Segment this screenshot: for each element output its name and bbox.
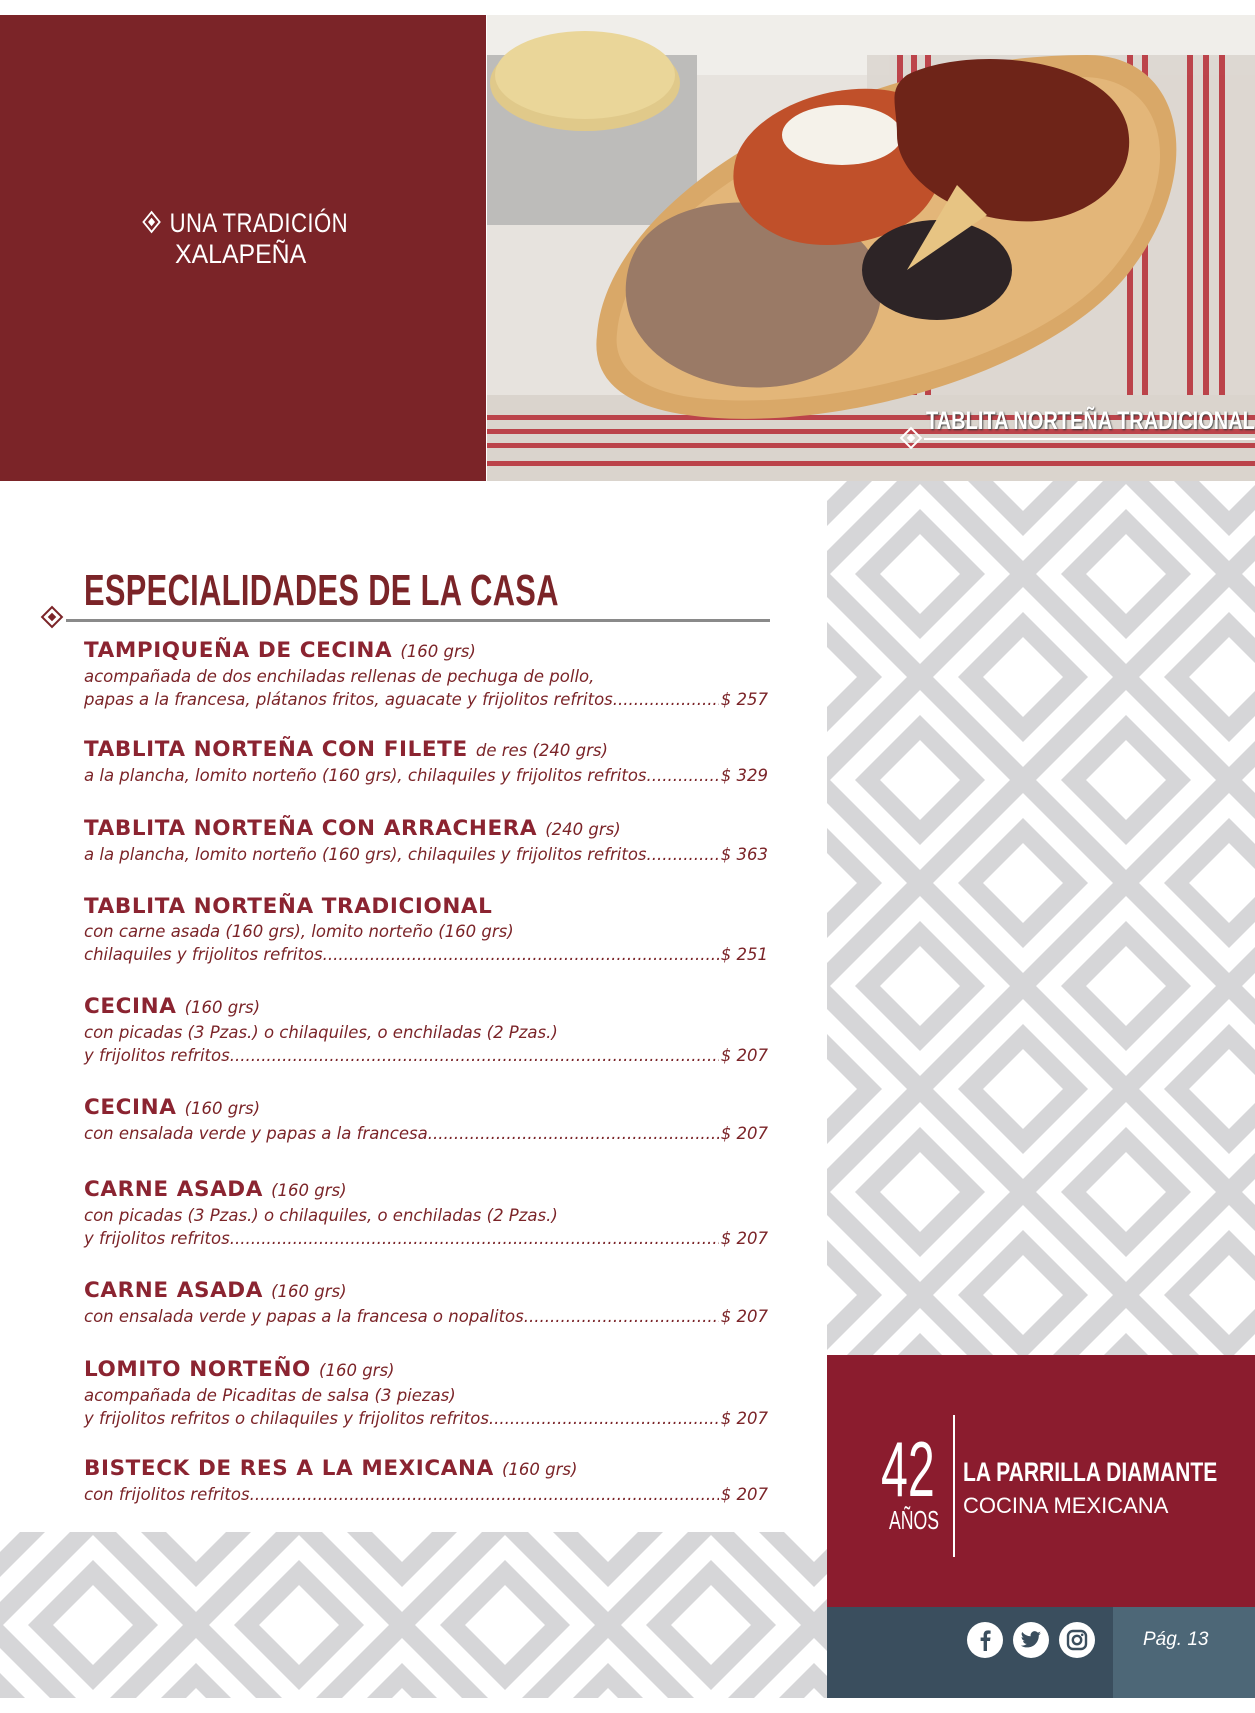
menu-item-title [84,893,768,920]
menu-item-title [84,815,768,843]
menu-item-price-line [84,1305,768,1328]
twitter-icon[interactable] [1013,1622,1049,1658]
dot-leader [230,1227,719,1250]
menu-item-name: CECINA [84,1095,177,1120]
dot-leader [489,1407,719,1430]
menu-item-portion: (240 grs) [545,820,621,839]
menu-item-title [84,736,768,764]
decorative-pattern-bottom [0,1532,827,1698]
menu-item-price-line [84,1227,768,1250]
menu-item-name: BISTECK DE RES A LA MEXICANA [84,1456,494,1481]
menu-item-description: acompañada de dos enchiladas rellenas de pechuga de pollo, [84,667,595,686]
menu-item-price: $ 329 [720,766,768,785]
menu-item-description: a la plancha, lomito norteño (160 grs), chilaquiles y frijolitos refritos [84,766,647,785]
menu-item-name: TABLITA NORTEÑA CON ARRACHERA [84,816,538,841]
dot-leader [647,764,719,787]
menu-item-portion: (160 grs) [184,998,261,1017]
anniversary-years: 42 [881,1425,935,1513]
tagline-line1: UNA TRADICIÓN [169,208,348,238]
menu-item-price-line [84,943,768,966]
dot-leader [613,688,719,711]
menu-item-description: acompañada de Picaditas de salsa (3 piezas) [84,1386,456,1405]
menu-item [84,736,768,787]
menu-item [84,1356,768,1430]
menu-item-name: TABLITA NORTEÑA TRADICIONAL [84,894,493,919]
menu-item-description: con picadas (3 Pzas.) o chilaquiles, o enchiladas (2 Pzas.) [84,1023,558,1042]
menu-item-name: CECINA [84,994,177,1019]
menu-item-name: TABLITA NORTEÑA CON FILETE [84,737,468,762]
dot-leader [323,943,719,966]
menu-item [84,815,768,866]
menu-item-portion: (160 grs) [501,1460,578,1479]
menu-item-title [84,1356,768,1384]
menu-item-price-line [84,1044,768,1067]
menu-item-price: $ 257 [720,690,768,709]
menu-item-price: $ 207 [720,1485,768,1504]
menu-item-description: y frijolitos refritos o chilaquiles y frijolitos refritos [84,1409,489,1428]
menu-item-portion: (160 grs) [271,1181,347,1200]
title-rule [66,619,770,622]
decorative-pattern-right [827,481,1255,1355]
menu-item-description: con carne asada (160 grs), lomito norteño (160 grs) [84,922,514,941]
tagline-line2: XALAPEÑA [175,239,307,269]
menu-item-description: con ensalada verde y papas a la francesa o nopalitos [84,1307,524,1326]
menu-item-portion: de res (240 grs) [475,741,608,760]
menu-item-name: TAMPIQUEÑA DE CECINA [84,638,393,663]
menu-item-description: con frijolitos refritos [84,1485,250,1504]
dot-leader [428,1122,719,1145]
tagline [145,208,393,270]
menu-item [84,1277,768,1328]
menu-item [84,893,768,966]
menu-item-price: $ 207 [720,1307,768,1326]
menu-item [84,1094,768,1145]
menu-item [84,1455,768,1506]
menu-item-description: a la plancha, lomito norteño (160 grs), chilaquiles y frijolitos refritos [84,845,647,864]
menu-item-portion: (160 grs) [271,1282,347,1301]
brand-block [827,1355,1255,1607]
menu-item-title [84,1094,768,1122]
menu-item-name: CARNE ASADA [84,1278,263,1303]
anniversary-label: AÑOS [889,1505,940,1535]
facebook-icon[interactable] [967,1622,1003,1658]
menu-item-price: $ 363 [720,845,768,864]
menu-item-title [84,637,768,665]
menu-item [84,993,768,1067]
instagram-icon[interactable] [1059,1622,1095,1658]
menu-item-price: $ 207 [720,1046,768,1065]
menu-item-name: LOMITO NORTEÑO [84,1357,311,1382]
menu-item-price-line [84,843,768,866]
menu-item-title [84,993,768,1021]
menu-item-portion: (160 grs) [184,1099,261,1118]
menu-item-price-line [84,688,768,711]
menu-item-price: $ 207 [720,1409,768,1428]
menu-item-description: con picadas (3 Pzas.) o chilaquiles, o enchiladas (2 Pzas.) [84,1206,558,1225]
footer-page-panel [1113,1607,1255,1698]
menu-item [84,1176,768,1250]
menu-item-price-line [84,1122,768,1145]
menu-item-price: $ 251 [720,945,768,964]
menu-item-description: con ensalada verde y papas a la francesa [84,1124,428,1143]
photo-caption: TABLITA NORTEÑA TRADICIONAL [926,407,1255,435]
menu-item-price-line [84,764,768,787]
menu-item-description: y frijolitos refritos [84,1046,230,1065]
menu-item-price: $ 207 [720,1229,768,1248]
dot-leader [230,1044,719,1067]
menu-item-title [84,1455,768,1483]
menu-item-name: CARNE ASADA [84,1177,263,1202]
brand-name: LA PARRILLA DIAMANTE [963,1457,1218,1487]
diamond-icon [142,211,161,234]
menu-item-portion: (160 grs) [319,1361,395,1380]
brand-divider [953,1415,955,1557]
caption-underline [924,438,1255,440]
menu-item-portion: (160 grs) [400,642,476,661]
dot-leader [250,1483,719,1506]
menu-item-description: chilaquiles y frijolitos refritos [84,945,323,964]
page-number: Pág. 13 [1143,1629,1209,1650]
menu-item [84,637,768,711]
menu-item-price-line [84,1483,768,1506]
menu-item-description: y frijolitos refritos [84,1229,230,1248]
menu-item-title [84,1277,768,1305]
menu-item-title [84,1176,768,1204]
menu-item-description: papas a la francesa, plátanos fritos, aguacate y frijolitos refritos [84,690,613,709]
menu-item-price: $ 207 [720,1124,768,1143]
dot-leader [647,843,719,866]
dot-leader [524,1305,719,1328]
section-title: ESPECIALIDADES DE LA CASA [84,566,559,615]
brand-subtitle: COCINA MEXICANA [963,1493,1169,1518]
menu-item-price-line [84,1407,768,1430]
